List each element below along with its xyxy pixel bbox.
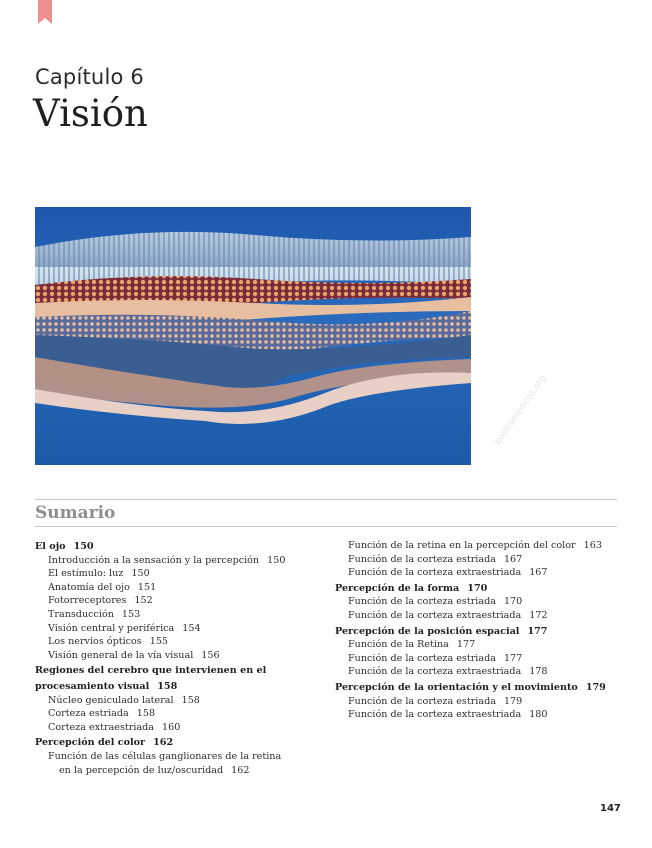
toc-entry-title: Núcleo geniculado lateral <box>48 694 174 706</box>
chapter-label: Capítulo 6 <box>35 65 144 89</box>
toc-entry <box>35 635 325 649</box>
toc-entry <box>35 540 325 554</box>
toc-entry-title: Función de la corteza estriada <box>348 695 496 707</box>
toc-entry-title: Función de la Retina <box>348 639 449 651</box>
toc-entry-title: en la percepción de luz/oscuridad <box>59 764 224 776</box>
toc-entry-page: 167 <box>529 567 548 579</box>
toc-entry-page: 150 <box>131 568 150 580</box>
toc-entry <box>35 608 325 622</box>
divider <box>35 499 617 500</box>
toc-entry <box>335 553 635 567</box>
toc-entry-page: 150 <box>73 541 94 552</box>
toc-entry-title: Visión general de la vía visual <box>48 649 194 661</box>
page-number: 147 <box>600 803 621 814</box>
toc-entry-page: 172 <box>529 609 548 621</box>
toc-entry-page: 170 <box>467 582 488 594</box>
toc-entry-title: Función de la corteza estriada <box>348 596 496 608</box>
watermark: booksmedicos.org <box>493 373 549 447</box>
chapter-title: Visión <box>33 92 148 135</box>
toc-entry-page: 177 <box>527 625 548 637</box>
toc-entry <box>35 694 325 708</box>
toc-entry-page: 158 <box>157 680 178 692</box>
toc-entry <box>335 681 635 695</box>
toc-entry-page: 179 <box>503 695 523 707</box>
toc-entry-title: Percepción de la orientación y el movimiento <box>335 681 578 693</box>
toc-entry-page: 151 <box>137 581 157 593</box>
toc-entry-title: Corteza estriada <box>48 708 129 720</box>
toc-entry-page: 180 <box>529 709 548 721</box>
retina-micrograph <box>35 207 471 465</box>
toc-entry-page: 156 <box>201 649 220 661</box>
toc-entry <box>35 567 325 581</box>
toc-entry-title: Transducción <box>48 608 114 620</box>
toc-entry-title: Introducción a la sensación y la percepción <box>48 554 260 566</box>
toc-entry-title: Los nervios ópticos <box>48 636 142 648</box>
toc-entry-title: Anatomía del ojo <box>48 581 130 593</box>
toc-entry-page: 160 <box>162 721 181 733</box>
toc-entry-title: El ojo <box>35 541 66 552</box>
toc-entry <box>35 736 325 750</box>
toc-entry <box>335 582 635 596</box>
divider <box>35 526 617 527</box>
toc-entry <box>335 695 635 709</box>
toc-entry-title: Percepción de la forma <box>335 582 460 594</box>
toc-entry-page: 179 <box>585 681 606 693</box>
toc-entry-page: 162 <box>153 737 174 749</box>
toc-entry-page: 155 <box>149 636 169 648</box>
summary-column-left <box>35 540 325 777</box>
summary-column-right <box>335 539 635 722</box>
toc-entry-page: 162 <box>231 764 250 776</box>
toc-entry <box>35 554 325 568</box>
toc-entry-page: 150 <box>267 554 286 566</box>
toc-entry-title: Función de las células ganglionares de la retina <box>48 750 282 762</box>
toc-entry-title: El estímulo: luz <box>48 568 124 580</box>
toc-entry <box>35 750 325 764</box>
toc-entry <box>335 566 635 580</box>
toc-entry <box>35 581 325 595</box>
toc-entry <box>35 664 325 678</box>
toc-entry <box>335 625 635 639</box>
toc-entry <box>335 595 635 609</box>
toc-entry-title: Función de la corteza estriada <box>348 652 496 664</box>
toc-entry-title: Función de la corteza estriada <box>348 553 496 565</box>
toc-entry-page: 167 <box>503 553 523 565</box>
toc-entry <box>335 539 635 553</box>
toc-entry-title: Función de la corteza extraestriada <box>348 709 522 721</box>
toc-entry-page: 154 <box>182 622 201 634</box>
toc-entry-title: Función de la corteza extraestriada <box>348 567 522 579</box>
toc-entry-page: 163 <box>583 540 602 551</box>
toc-entry-title: Regiones del cerebro que intervienen en el <box>35 665 267 677</box>
toc-entry <box>35 764 325 778</box>
toc-entry-title: Función de la corteza extraestriada <box>348 609 522 621</box>
toc-entry-title: Percepción de la posición espacial <box>335 625 520 637</box>
toc-entry-page: 153 <box>121 608 141 620</box>
toc-entry-page: 177 <box>456 639 476 651</box>
toc-entry <box>335 708 635 722</box>
toc-entry-title: Corteza extraestriada <box>48 721 154 733</box>
toc-entry-page: 177 <box>503 652 523 664</box>
toc-entry-page: 158 <box>136 708 156 720</box>
summary-heading: Sumario <box>35 503 116 523</box>
toc-entry <box>335 652 635 666</box>
toc-entry-title: Fotorreceptores <box>48 595 127 607</box>
toc-entry-title: Visión central y periférica <box>48 622 175 634</box>
toc-entry <box>35 622 325 636</box>
toc-entry-title: Función de la corteza extraestriada <box>348 666 522 678</box>
bookmark-ribbon <box>38 0 52 18</box>
toc-entry-page: 152 <box>134 595 153 607</box>
toc-entry <box>335 609 635 623</box>
toc-entry <box>335 638 635 652</box>
toc-entry-page: 178 <box>529 666 548 678</box>
toc-entry <box>35 721 325 735</box>
toc-entry-page: 158 <box>181 694 200 706</box>
toc-entry-title: Función de la retina en la percepción del color <box>348 540 576 551</box>
toc-entry <box>35 707 325 721</box>
toc-entry <box>35 649 325 663</box>
toc-entry <box>35 594 325 608</box>
toc-entry <box>335 665 635 679</box>
toc-entry-page: 170 <box>503 596 523 608</box>
toc-entry-title: Percepción del color <box>35 737 146 749</box>
toc-entry <box>35 680 325 694</box>
toc-entry-title: procesamiento visual <box>35 680 150 692</box>
